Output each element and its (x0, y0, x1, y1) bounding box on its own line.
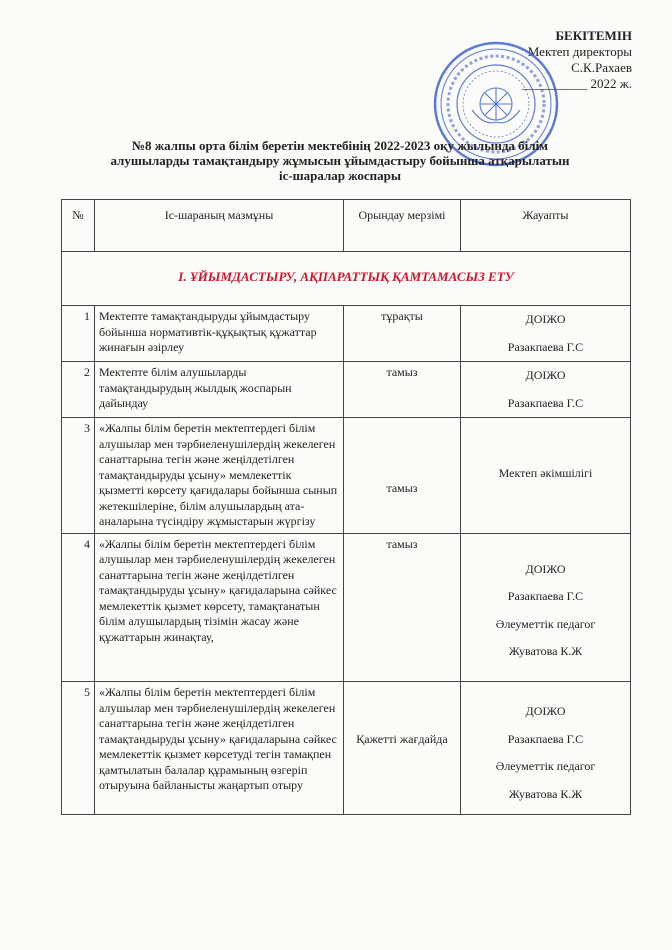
row-responsible (461, 418, 631, 534)
approval-position: Мектеп директоры (527, 44, 632, 59)
row-num: 5 (62, 682, 95, 815)
row-content: «Жалпы білім беретін мектептердегі білім алушылар мен тәрбиеленушілердің жекелеген санаттарына тегін және жеңілдетілген тамақтандыруды ұсыну» қағидаларына сәйкес мемлекеттік қызмет көрсету, тамақтанатын білім алушылардың тізімін жасау және құжаттарын жинақтау, (95, 533, 344, 682)
row-num: 1 (62, 306, 95, 362)
row-content: Мектепте тамақтандыруды ұйымдастыру бойынша нормативтік-құқықтық құжаттар жинағын әзірлеу (95, 306, 344, 362)
responsible-line: ДОІЖО (525, 704, 566, 718)
row-deadline: тұрақты (344, 306, 461, 362)
row-content: «Жалпы білім беретін мектептердегі білім алушылар мен тәрбиеленушілердің жекелеген санаттарына тегін және жеңілдетілген тамақтандыруды ұсыну» мемлекеттік қызметті көрсету қағидалары бойынша сынып жетекшілеріне, білім алушылардың ата-аналарына түсіндіру жұмыстарын жүргізу (95, 418, 344, 534)
row-content: «Жалпы білім беретін мектептердегі білім алушылар мен тәрбиеленушілердің жекелеген санаттарына тегін және жеңілдетілген тамақтандыруды ұсыну» қағидаларына сәйкес мемлекеттік қызмет көрсетуді тегін тамақпен қамтылатын балалар құрамының өзгеріп отыруына байланысты жаңартып отыру (95, 682, 344, 815)
row-responsible (461, 533, 631, 682)
responsible-line: Мектеп әкімшілігі (498, 466, 593, 480)
approval-heading: БЕКІТЕМІН (555, 28, 632, 43)
responsible-line: ДОІЖО (525, 368, 566, 382)
header-content: Іс-шараның мазмұны (95, 200, 344, 252)
table-row (62, 306, 631, 362)
row-content: Мектепте білім алушыларды тамақтандырудың жылдық жоспарын дайындау (95, 362, 344, 418)
responsible-line: Жуватова К.Ж (508, 786, 583, 801)
plan-table (61, 199, 631, 815)
header-deadline: Орындау мерзімі (344, 200, 461, 252)
row-deadline: тамыз (344, 418, 461, 534)
table-row (62, 418, 631, 534)
row-responsible (461, 362, 631, 418)
responsible-line: Әлеуметтік педагог (495, 759, 596, 773)
responsible-line: Жуватова К.Ж (508, 644, 583, 658)
table-row (62, 682, 631, 815)
responsible-line: Әлеуметтік педагог (495, 616, 596, 631)
approval-date: __________ 2022 ж. (522, 76, 632, 91)
title-line-3: іс-шаралар жоспары (278, 168, 402, 183)
responsible-line: Разакпаева Г.С (507, 339, 584, 354)
table-row (62, 362, 631, 418)
table-row (62, 533, 631, 682)
title-line-2: алушыларды тамақтандыру жұмысын ұйымдастыру бойынша атқарылатын (110, 153, 570, 168)
approval-name: С.К.Рахаев (571, 60, 632, 75)
responsible-line: ДОІЖО (525, 312, 566, 326)
header-responsible: Жауапты (461, 200, 631, 252)
row-num: 3 (62, 418, 95, 534)
row-deadline: тамыз (344, 533, 461, 682)
row-responsible (461, 682, 631, 815)
responsible-line: Разакпаева Г.С (507, 589, 584, 603)
row-num: 4 (62, 533, 95, 682)
row-deadline: тамыз (344, 362, 461, 418)
responsible-line: Разакпаева Г.С (507, 395, 584, 410)
responsible-line: ДОІЖО (525, 561, 566, 576)
document-title (90, 138, 590, 183)
row-responsible (461, 306, 631, 362)
approval-date-text: 2022 ж. (590, 76, 632, 91)
title-line-1: №8 жалпы орта білім беретін мектебінің 2022-2023 оқу жылында білім (131, 138, 549, 153)
section-title: І. ҰЙЫМДАСТЫРУ, АҚПАРАТТЫҚ ҚАМТАМАСЫЗ ЕТУ (62, 252, 631, 306)
row-num: 2 (62, 362, 95, 418)
table-header-row (62, 200, 631, 252)
header-num: № (62, 200, 95, 252)
responsible-line: Разакпаева Г.С (507, 731, 584, 746)
section-row (62, 252, 631, 306)
row-deadline: Қажетті жағдайда (344, 682, 461, 815)
